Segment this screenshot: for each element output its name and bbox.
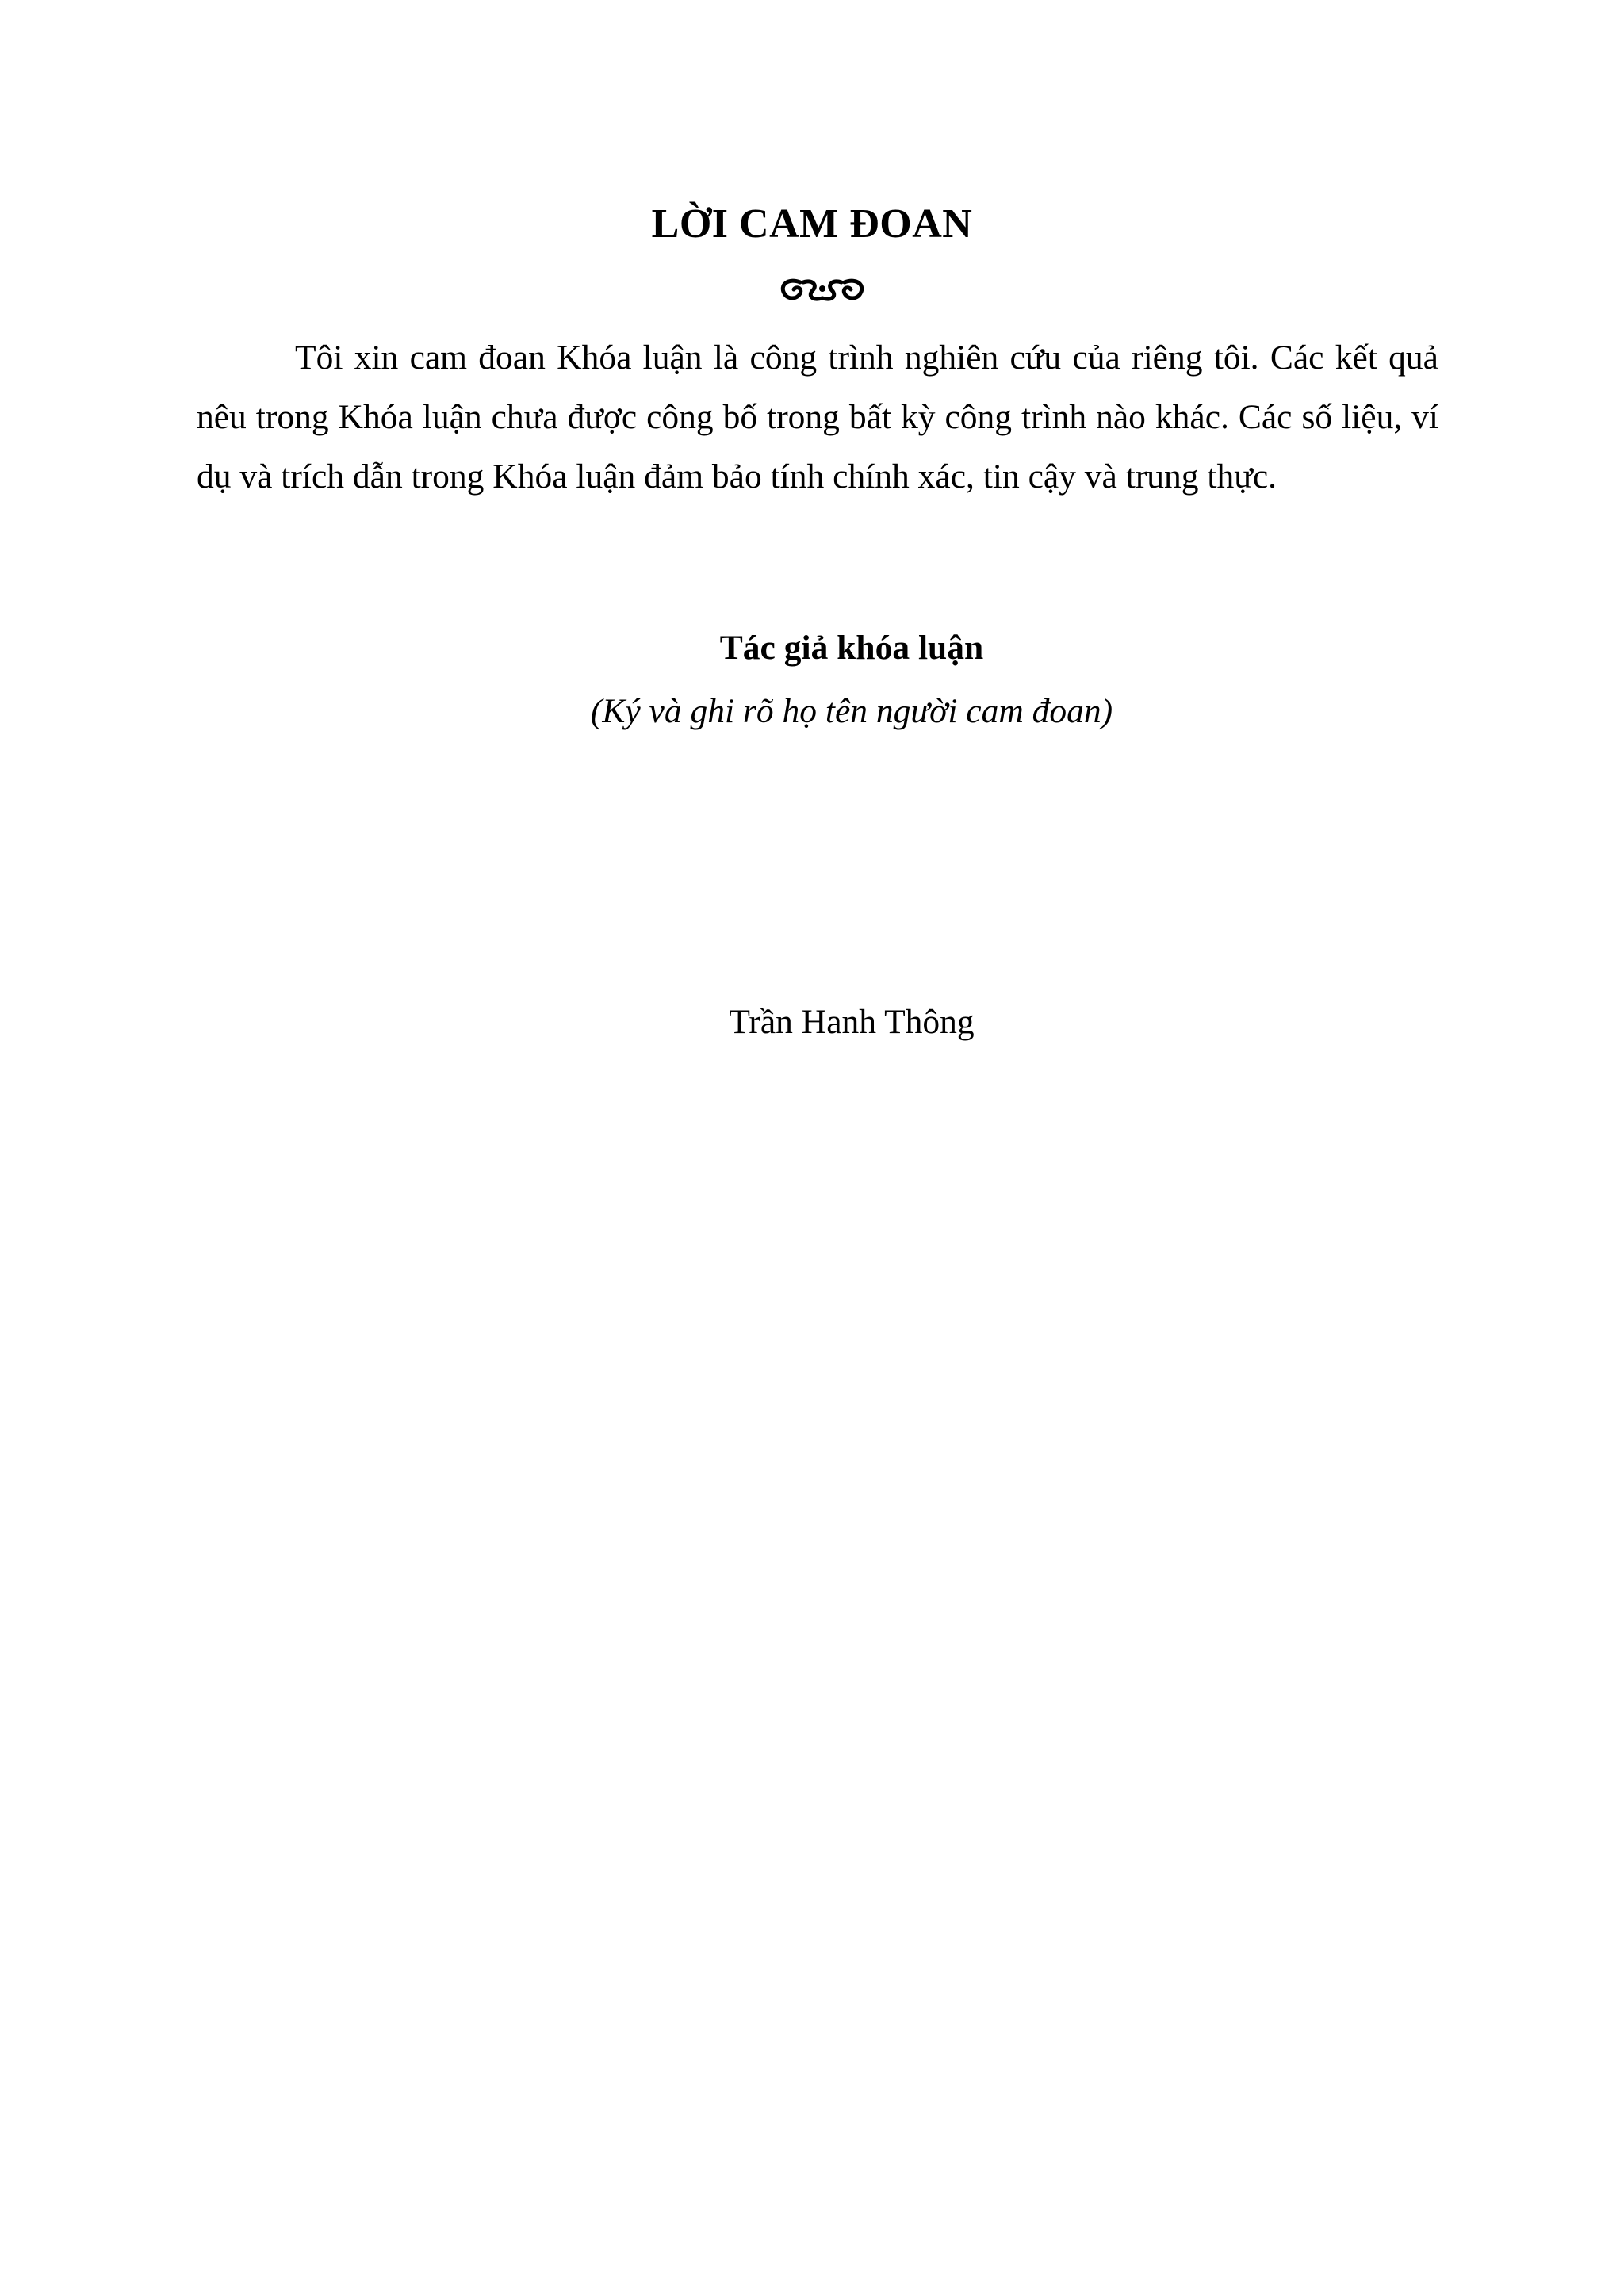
author-name: Trần Hanh Thông: [729, 1003, 975, 1041]
decorative-divider-icon: [776, 274, 868, 306]
declaration-paragraph: Tôi xin cam đoan Khóa luận là công trình nghiên cứu của riêng tôi. Các kết quả nêu trong Khóa luận chưa được công bố trong bất kỳ công trình nào khác. Các số liệu, ví dụ và trích dẫn trong Khóa luận đảm bảo tính chính xác, tin cậy và trung thực.: [197, 339, 1438, 496]
page-title: LỜI CAM ĐOAN: [651, 201, 973, 247]
signature-heading: Tác giả khóa luận: [719, 629, 984, 667]
signature-note: (Ký và ghi rõ họ tên người cam đoan): [590, 692, 1113, 730]
